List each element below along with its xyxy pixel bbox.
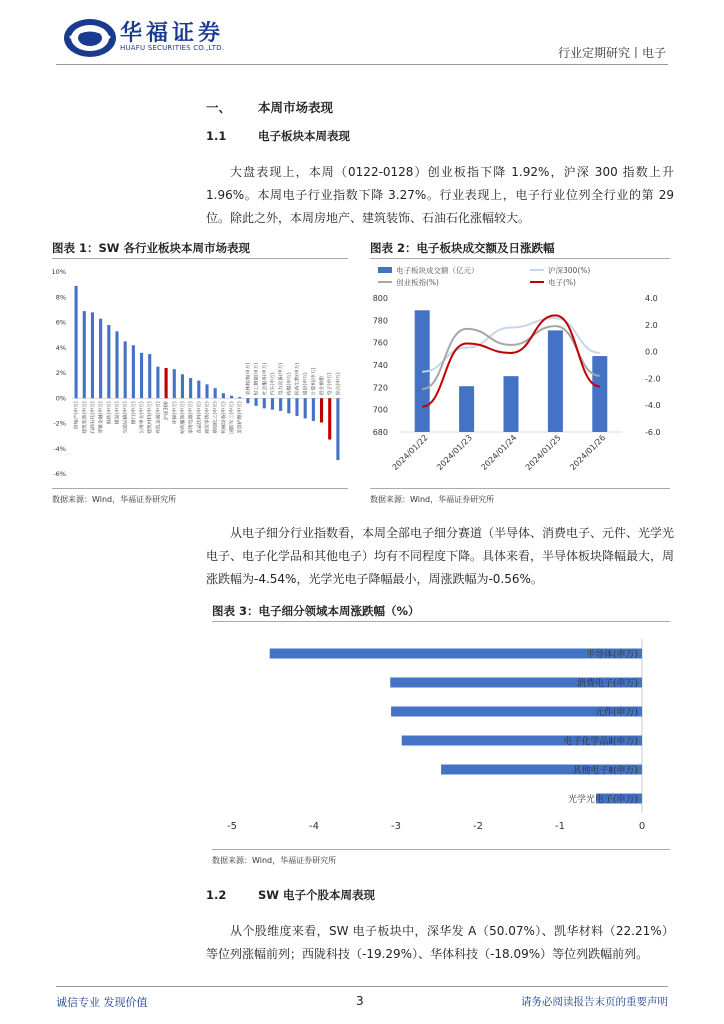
y-tick-label: -4%: [53, 444, 66, 453]
x-tick-label: 煤炭(申万): [115, 401, 121, 425]
x-tick-label: 机械设备(申万): [221, 401, 227, 434]
bar: [271, 398, 274, 409]
figure3-bottom-rule: [212, 849, 670, 850]
section-heading: [206, 98, 333, 116]
figure1-chart: [52, 262, 348, 484]
bar: [222, 393, 225, 398]
category-label: 电子化学品Ⅱ(申万): [563, 737, 638, 747]
x-tick-label: 交通运输(申万): [123, 401, 129, 434]
y-tick-label: 10%: [52, 268, 66, 276]
bar: [230, 396, 233, 399]
bar: [132, 345, 135, 398]
subsection-heading: [206, 887, 375, 903]
y-left-tick-label: 800: [372, 294, 388, 303]
bar: [287, 398, 290, 413]
x-tick-label: 纺织服饰(申万): [180, 401, 186, 434]
x-tick-label: 非银金融(申万): [99, 401, 105, 434]
bar: [189, 378, 192, 398]
report-type: 行业定期研究丨电子: [557, 46, 666, 60]
x-tick-label: 计算机(申万): [311, 367, 317, 396]
subsection-number: 1.2: [206, 888, 227, 902]
bar: [124, 341, 127, 398]
section-title: 本周市场表现: [258, 100, 334, 115]
figure1-bottom-rule: [52, 488, 348, 489]
y-tick-label: 4%: [55, 343, 66, 352]
x-tick-label: 农林牧渔(申万): [246, 362, 252, 396]
x-tick-label: 医药生物(申万): [295, 362, 301, 396]
subsection-title: 电子板块本周表现: [258, 129, 350, 143]
x-tick-label: 创业板指: [320, 376, 326, 396]
legend-label: 电子(%): [548, 278, 576, 287]
category-label: 元件(申万): [594, 708, 638, 718]
y-tick-label: -6%: [53, 470, 66, 478]
category-label: 光学光电子(申万): [567, 795, 638, 805]
logo-english-name: HUAFU SECURITIES CO.,LTD.: [120, 44, 225, 52]
y-left-tick-label: 760: [372, 338, 388, 348]
x-tick-label: 国防军工(申万): [230, 401, 236, 434]
legend-swatch: [378, 267, 392, 273]
legend-label: 创业板指(%): [396, 278, 439, 287]
header-divider: [56, 64, 668, 65]
y-left-tick-label: 700: [372, 405, 388, 415]
y-right-tick-label: 2.0: [645, 320, 658, 330]
x-tick-label: 轻工制造(申万): [254, 362, 260, 396]
bar: [214, 388, 217, 398]
x-tick-label: -5: [227, 821, 237, 832]
x-tick-label: -1: [555, 821, 565, 832]
bar: [99, 319, 102, 399]
y-right-tick-label: 0.0: [645, 347, 658, 357]
bar: [255, 398, 258, 406]
x-tick-label: 社会服务(申万): [262, 362, 268, 396]
logo-mark-icon: [62, 16, 118, 60]
bar: [320, 398, 323, 422]
bar: [279, 398, 282, 411]
legend-label: 电子板块成交额（亿元）: [396, 266, 479, 275]
subsection-heading: [206, 128, 350, 144]
x-tick-label: 食品饮料(申万): [197, 401, 203, 434]
paragraph-subsector-summary: 从电子细分行业指数看，本周全部电子细分赛道（半导体、消费电子、元件、光学光电子、电子化学品和其他电子）均有不同程度下降。具体来看，半导体板块降幅最大，周涨跌幅为-4.54%，光学光电子降幅最小，周涨跌幅为-0.56%。: [206, 526, 675, 586]
figure2-bottom-rule: [370, 488, 670, 489]
x-tick-label: 汽车(申万): [270, 372, 276, 396]
bar: [83, 311, 86, 398]
x-tick-label: 2024/01/23: [435, 433, 475, 473]
y-left-tick-label: 720: [372, 383, 388, 393]
bar: [165, 368, 168, 398]
bar: [263, 398, 266, 408]
y-tick-label: 2%: [55, 369, 66, 377]
y-tick-label: 8%: [55, 293, 66, 302]
x-tick-label: 银行(申万): [131, 401, 137, 425]
logo-name: 华福证券: [120, 20, 225, 46]
figure3-chart: [212, 625, 670, 845]
x-tick-label: 综合(申万): [336, 372, 342, 396]
footer-divider: [56, 986, 668, 987]
bar: [148, 354, 151, 398]
bar: [328, 398, 331, 439]
bar: [548, 330, 563, 432]
x-tick-label: 2024/01/22: [390, 433, 430, 473]
x-tick-label: 电子(申万): [328, 372, 334, 396]
bar: [592, 356, 607, 432]
x-tick-label: 2024/01/26: [568, 433, 608, 473]
figure3-source: 数据来源：Wind，华福证券研究所: [212, 856, 337, 865]
bar: [75, 286, 78, 398]
y-tick-label: -2%: [53, 419, 66, 428]
x-tick-label: 建筑装饰(申万): [82, 401, 88, 434]
figure2-top-rule: [370, 258, 670, 259]
x-tick-label: 钢铁(申万): [107, 401, 113, 425]
x-tick-label: 有色金属(申万): [156, 401, 162, 434]
figure1-top-rule: [52, 258, 348, 259]
bar: [115, 331, 118, 398]
y-right-tick-label: -2.0: [645, 374, 661, 384]
x-tick-label: -3: [391, 821, 401, 832]
bar: [312, 398, 315, 421]
page-number: 3: [356, 994, 364, 1008]
subsection-number: 1.1: [206, 129, 227, 143]
category-label: 其他电子Ⅱ(申万): [572, 766, 638, 776]
paragraph-stock-summary: 从个股维度来看，SW 电子板块中，深华发 A（50.07%）、凯华材料（22.21%）等位列涨幅前列；西陇科技（-19.29%）、华体科技（-18.09%）等位列跌幅前列。: [206, 924, 674, 961]
figure3-top-rule: [212, 621, 670, 622]
figure1-caption: 图表 1：SW 各行业板块本周市场表现: [52, 241, 250, 255]
x-tick-label: 房地产(申万): [74, 401, 80, 429]
x-tick-label: 电力设备(申万): [279, 362, 285, 396]
paragraph-market-summary: 大盘表现上，本周（0122-0128）创业板指下降 1.92%，沪深 300 指数上升 1.96%。本周电子行业指数下降 3.27%。行业表现上，电子行业位列全行业的第 29 位。除此之外，本周房地产、建筑装饰、石油石化涨幅较大。: [206, 165, 674, 225]
x-tick-label: 家用电器(申万): [189, 401, 195, 434]
section-number: 一、: [206, 100, 232, 115]
category-label: 消费电子(申万): [576, 679, 638, 689]
y-tick-label: 0%: [55, 394, 66, 403]
x-tick-label: 通信(申万): [303, 372, 309, 396]
figure3-caption: 图表 3：电子细分领域本周涨跌幅（%）: [212, 604, 420, 618]
bar: [156, 367, 159, 399]
subsection-title: SW 电子个股本周表现: [258, 888, 375, 902]
bar: [238, 397, 241, 398]
bar: [304, 398, 307, 418]
y-tick-label: 6%: [55, 318, 66, 327]
footer-disclaimer: 请务必阅读报告末页的重要声明: [521, 996, 668, 1008]
x-tick-label: 石油石化(申万): [90, 401, 96, 434]
y-right-tick-label: -4.0: [645, 401, 661, 411]
bar: [295, 398, 298, 416]
bar: [197, 381, 200, 399]
x-tick-label: 美容护理(申万): [238, 401, 244, 434]
bar: [246, 398, 249, 403]
y-left-tick-label: 740: [372, 361, 388, 370]
bar: [91, 312, 94, 398]
category-label: 半导体(申万): [585, 650, 638, 660]
legend-label: 沪深300(%): [548, 266, 591, 275]
bar: [107, 325, 110, 398]
x-tick-label: 基础化工(申万): [213, 401, 219, 434]
bar: [336, 398, 339, 460]
footer-slogan: 诚信专业 发现价值: [56, 996, 148, 1009]
x-tick-label: 2024/01/25: [523, 433, 563, 473]
figure2-source: 数据来源：Wind，华福证券研究所: [370, 495, 495, 504]
bar: [173, 369, 176, 398]
x-tick-label: 建筑材料(申万): [148, 401, 154, 434]
bar: [504, 376, 519, 432]
bar: [181, 374, 184, 398]
y-right-tick-label: -6.0: [645, 428, 661, 437]
figure2-chart: [370, 262, 670, 484]
y-left-tick-label: 780: [372, 316, 388, 326]
x-tick-label: 商贸零售(申万): [205, 401, 211, 434]
y-right-tick-label: 4.0: [645, 294, 658, 303]
x-tick-label: 0: [638, 821, 646, 832]
x-tick-label: 沪深300: [164, 401, 170, 420]
y-left-tick-label: 680: [372, 428, 388, 437]
x-tick-label: 环保(申万): [172, 401, 178, 425]
x-tick-label: -4: [309, 821, 319, 832]
x-tick-label: -2: [473, 821, 483, 832]
figure1-source: 数据来源：Wind，华福证券研究所: [52, 495, 177, 504]
x-tick-label: 公用事业(申万): [140, 401, 146, 434]
bar: [459, 386, 474, 432]
bar: [205, 384, 208, 398]
bar: [140, 353, 143, 398]
x-tick-label: 2024/01/24: [479, 433, 519, 473]
x-tick-label: 传媒(申万): [287, 372, 293, 396]
figure2-caption: 图表 2：电子板块成交额及日涨跌幅: [370, 241, 555, 255]
